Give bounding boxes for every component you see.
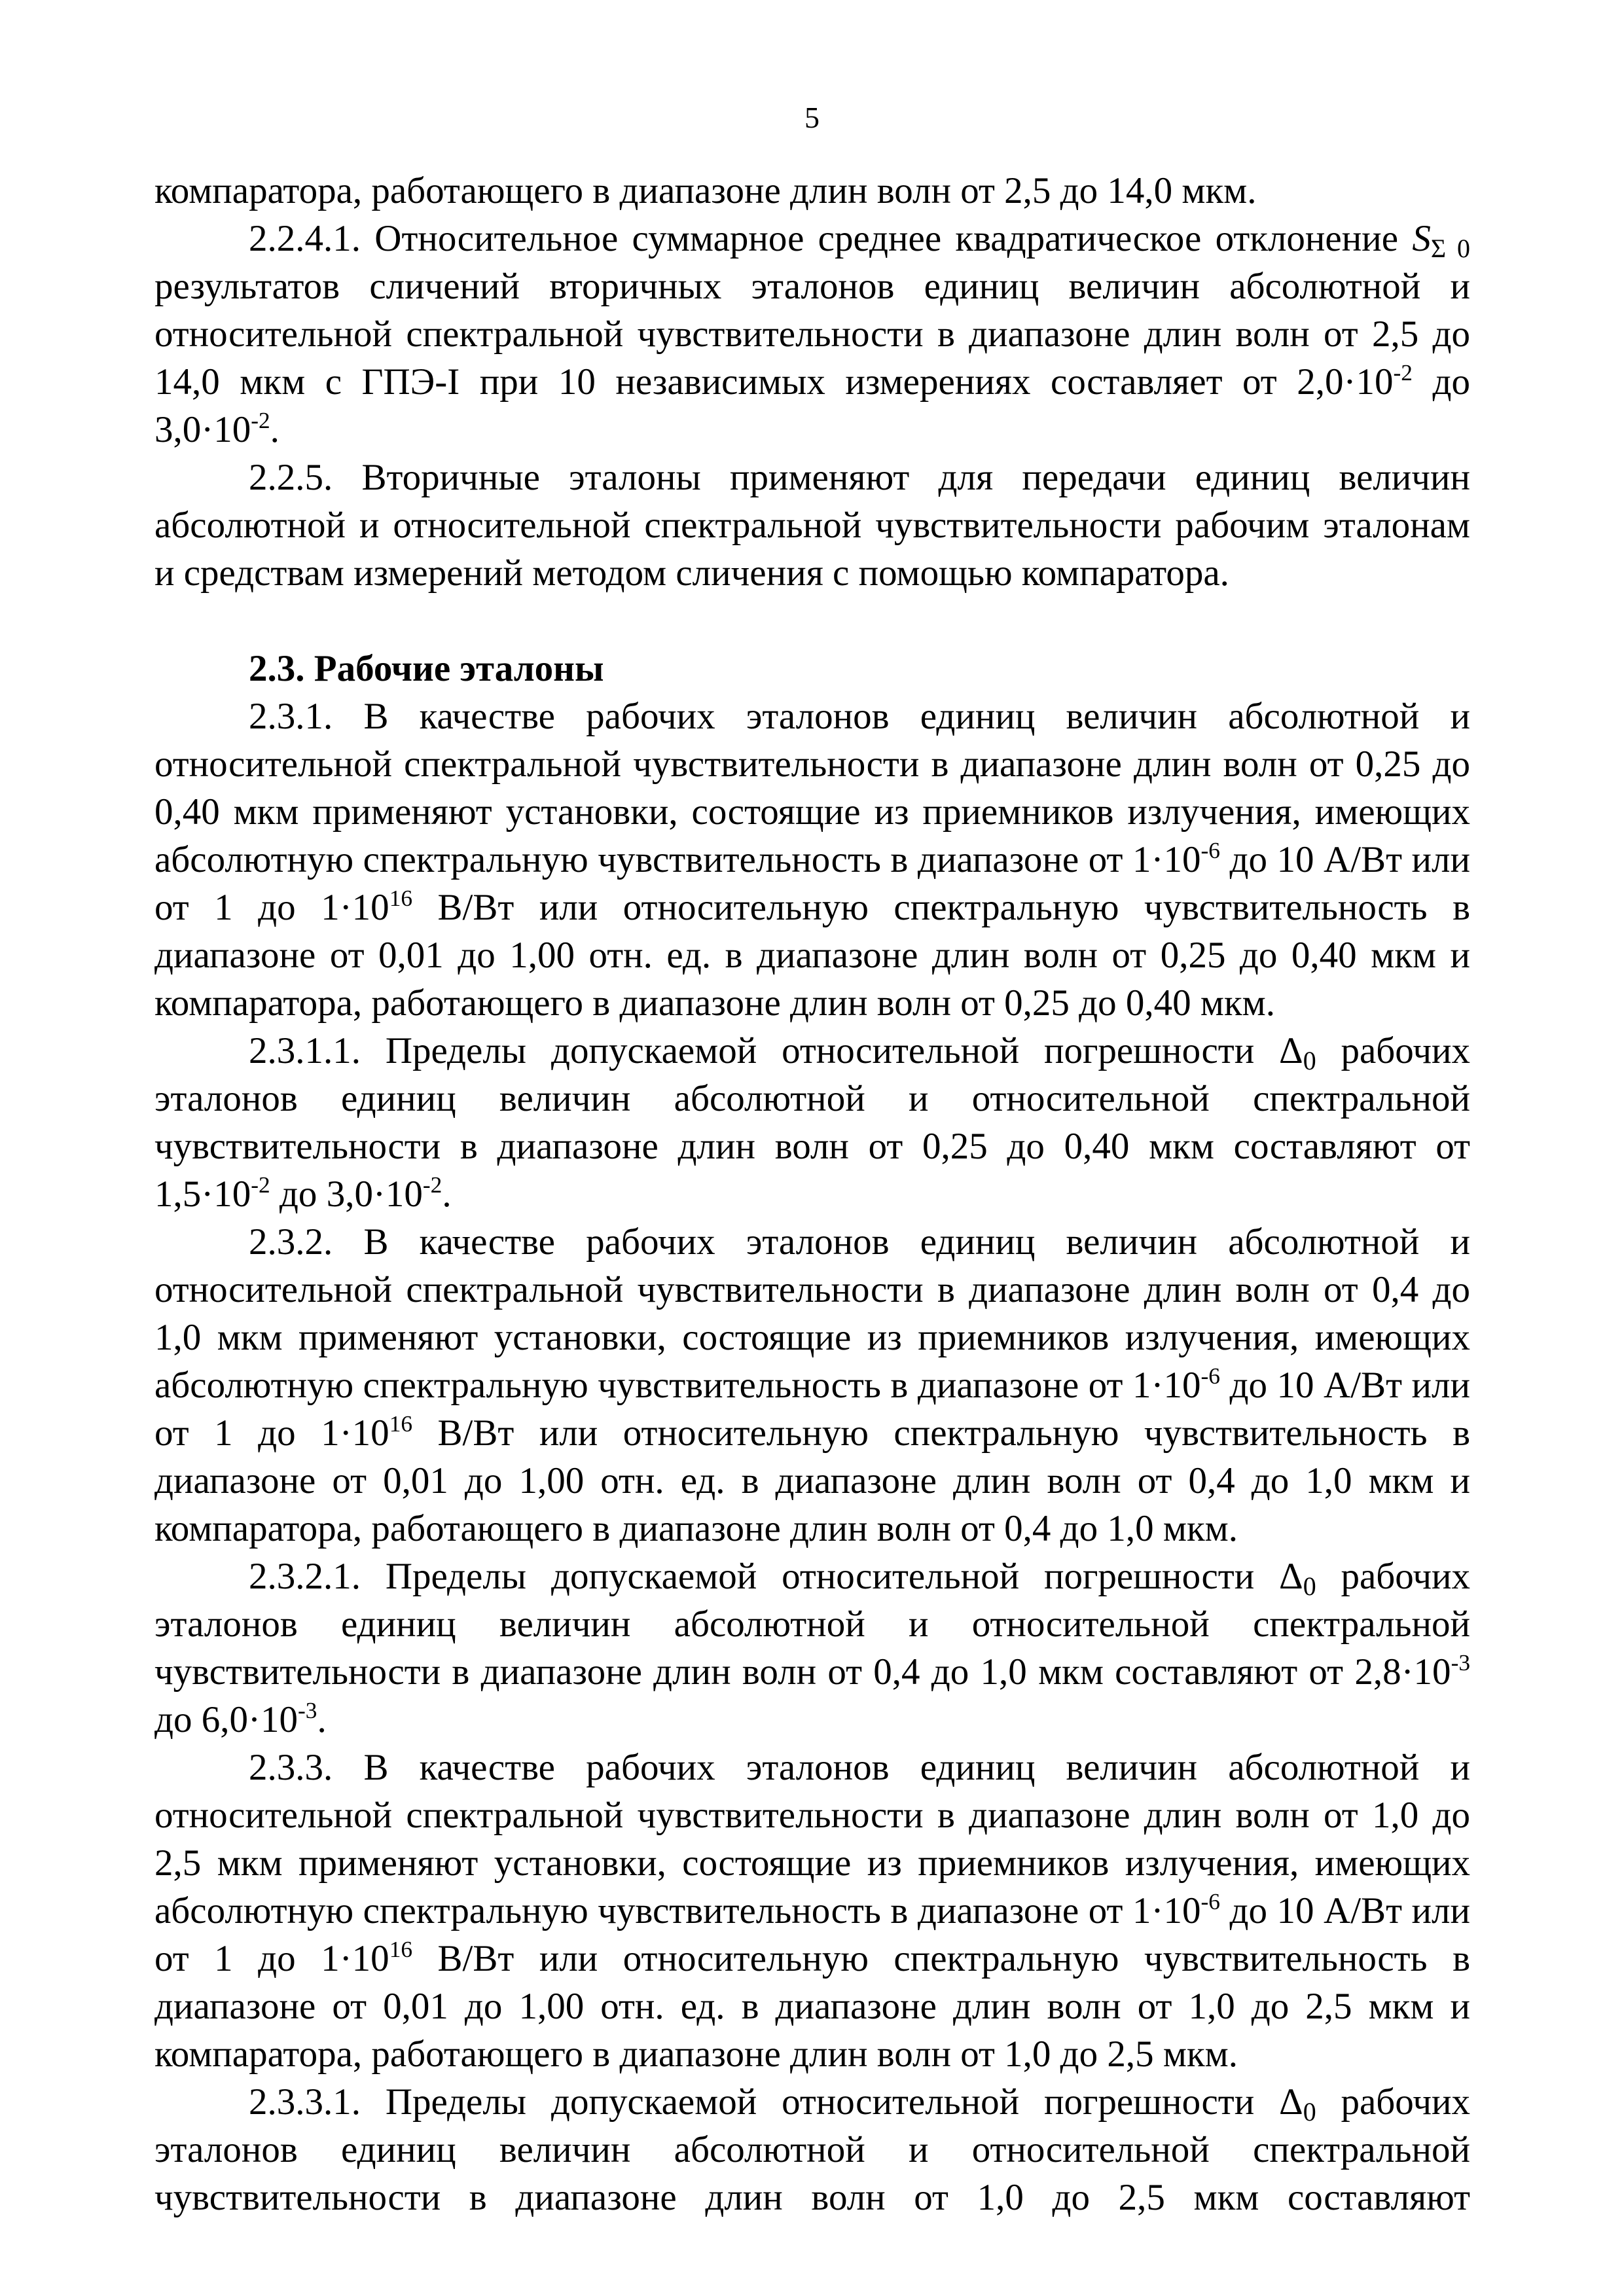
paragraph-2-3-1: [154, 692, 1470, 1027]
value-upper: $1\cdot 10^{16}$: [321, 885, 413, 928]
delta-symbol: Δ: [1279, 1030, 1303, 1071]
paragraph-text: до: [1412, 361, 1470, 403]
exponent: 16: [389, 885, 413, 911]
exponent: -3: [1451, 1649, 1470, 1676]
paragraph-text: рабочих эталонов единиц величин абсолютной и относительной спектральной чувствительности в диапазоне длин волн от 0,25 до 0,40 мкм составляют от: [154, 1030, 1470, 1167]
exponent: -2: [422, 1172, 442, 1198]
paragraph-text: компаратора, работающего в диапазоне длин волн от 2,5 до 14,0 мкм.: [154, 170, 1257, 211]
paragraph-2-3-3-1: [154, 2078, 1470, 2221]
paragraph-comparator-continuation: [154, 167, 1470, 215]
page-number: 5: [804, 101, 820, 134]
section-heading-2-3: 2.3. Рабочие эталоны: [249, 648, 604, 689]
delta-subscript: 0: [1303, 1571, 1316, 1601]
paragraph-text: 2.3.2. В качестве рабочих эталонов единиц величин абсолютной и относительной спектральной чувствительности в диапазоне длин волн от 0,4 до 1,0 мкм применяют установки, состоящие из приемников излучения, имеющих абсолютную спектральную чувствительность в диапазоне от: [154, 1221, 1470, 1406]
exponent: -6: [1200, 837, 1220, 863]
paragraph-text: до: [270, 1174, 327, 1215]
paragraph-text: 2.3.2.1. Пределы допускаемой относительной погрешности: [249, 1556, 1280, 1597]
paragraph-text: 2.2.5. Вторичные эталоны применяют для передачи единиц величин абсолютной и относительной спектральной чувствительности рабочим эталонам и средствам измерений методом сличения с помощью компаратора.: [154, 457, 1470, 594]
paragraph-text: до 10 А/Вт или от 1 до: [154, 1365, 1470, 1454]
paragraph-2-3-1-1: 2.3.1.1. Пределы допускаемой относительной погрешности $\Delta_0$ рабочих эталонов единиц величин абсолютной и относительной спектральной чувствительности в диапазоне длин волн от 0,25 до 0,40 мкм составляют от $1,5\cdot 10^{-2}$ до $3,0\cdot 10^{-2}$.: [154, 1030, 1470, 1215]
delta-symbol: Δ: [1279, 1556, 1303, 1597]
paragraph-text: рабочих эталонов единиц величин абсолютной и относительной спектральной чувствительности в диапазоне длин волн от 0,4 до 1,0 мкм составляют от: [154, 1556, 1470, 1693]
value-lower: $1\cdot 10^{-6}$: [1132, 1888, 1220, 1931]
value-upper: $3,0\cdot 10^{-2}$: [154, 407, 270, 450]
symbol-subscript: Σ 0: [1430, 233, 1470, 263]
paragraph-text: 2.3.1. В качестве рабочих эталонов единиц величин абсолютной и относительной спектральной чувствительности в диапазоне длин волн от 0,25 до 0,40 мкм применяют установки, состоящие из приемников излучения, имеющих абсолютную спектральную чувствительность в диапазоне от: [154, 696, 1470, 880]
symbol-s: S: [1412, 218, 1431, 259]
value-lower: $2,0\cdot 10^{-2}$: [1297, 359, 1413, 403]
delta-symbol: Δ: [1279, 2081, 1303, 2123]
paragraph-text: 2.2.4.1. Относительное суммарное среднее квадратическое отклонение: [249, 218, 1413, 259]
document-body: [154, 167, 1470, 2221]
paragraph-text: В/Вт или относительную спектральную чувствительность в диапазоне от 0,01 до 1,00 отн. ед. в диапазоне длин волн от 0,4 до 1,0 мкм и компаратора, работающего в диапазоне длин волн от 0,4 до 1,0 мкм.: [154, 1412, 1470, 1549]
paragraph-text: В/Вт или относительную спектральную чувствительность в диапазоне от 0,01 до 1,00 отн. ед. в диапазоне длин волн от 0,25 до 0,40 мкм и компаратора, работающего в диапазоне длин волн от 0,25 до 0,40 мкм.: [154, 887, 1470, 1024]
exponent: -2: [251, 407, 270, 433]
value-upper: $1\cdot 10^{16}$: [321, 1410, 413, 1454]
paragraph-2-3-2-1: 2.3.2.1. Пределы допускаемой относительной погрешности $\Delta_0$ рабочих эталонов единиц величин абсолютной и относительной спектральной чувствительности в диапазоне длин волн от 0,4 до 1,0 мкм составляют от $2,8\cdot 10^{-3}$ до $6,0\cdot 10^{-3}$.: [154, 1556, 1470, 1740]
paragraph-text: рабочих эталонов единиц величин абсолютной и относительной спектральной чувствительности в диапазоне длин волн от 1,0 до 2,5 мкм составляют: [154, 2081, 1470, 2218]
paragraph-text: 2.3.3.1. Пределы допускаемой относительной погрешности: [249, 2081, 1280, 2123]
value-lower: $1\cdot 10^{-6}$: [1132, 1363, 1220, 1406]
value-lower: $2,8\cdot 10^{-3}$: [1354, 1649, 1470, 1693]
exponent: -2: [251, 1172, 270, 1198]
paragraph-text: результатов сличений вторичных эталонов единиц величин абсолютной и относительной спектральной чувствительности в диапазоне длин волн от 2,5 до 14,0 мкм с ГПЭ-I при 10 независимых измерениях составляет от: [154, 266, 1470, 403]
delta-subscript: 0: [1303, 1045, 1316, 1075]
exponent: -3: [298, 1697, 317, 1723]
paragraph-text: до: [154, 1699, 202, 1740]
value-lower: $1\cdot 10^{-6}$: [1132, 837, 1220, 880]
value-upper: $6,0\cdot 10^{-3}$: [201, 1697, 317, 1740]
delta-subscript: 0: [1303, 2096, 1316, 2126]
exponent: -6: [1200, 1363, 1220, 1389]
exponent: -6: [1200, 1888, 1220, 1914]
value-upper: $3,0\cdot 10^{-2}$: [326, 1172, 442, 1215]
value-lower: $1,5\cdot 10^{-2}$: [154, 1172, 270, 1215]
paragraph-2-2-4-1: 2.2.4.1. Относительное суммарное среднее квадратическое отклонение $S_{\Sigma 0}$ результатов сличений вторичных эталонов единиц величин абсолютной и относительной спектральной чувствительности в диапазоне длин волн от 2,5 до 14,0 мкм с ГПЭ-I при 10 независимых измерениях составляет от $2,0\cdot 10^{-2}$ до $3,0\cdot 10^{-2}$.: [154, 218, 1470, 450]
paragraph-2-3-2: [154, 1218, 1470, 1552]
exponent: 16: [389, 1936, 413, 1962]
paragraph-text: до 10 А/Вт или от 1 до: [154, 1890, 1470, 1979]
value-upper: $1\cdot 10^{16}$: [321, 1936, 413, 1979]
paragraph-text: 2.3.3. В качестве рабочих эталонов единиц величин абсолютной и относительной спектральной чувствительности в диапазоне длин волн от 1,0 до 2,5 мкм применяют установки, состоящие из приемников излучения, имеющих абсолютную спектральную чувствительность в диапазоне от: [154, 1747, 1470, 1931]
paragraph-2-2-5: [154, 454, 1470, 597]
paragraph-text: до 10 А/Вт или от 1 до: [154, 839, 1470, 928]
paragraph-text: В/Вт или относительную спектральную чувствительность в диапазоне от 0,01 до 1,00 отн. ед. в диапазоне длин волн от 1,0 до 2,5 мкм и компаратора, работающего в диапазоне длин волн от 1,0 до 2,5 мкм.: [154, 1938, 1470, 2075]
exponent: 16: [389, 1410, 413, 1437]
exponent: -2: [1393, 359, 1413, 386]
paragraph-text: 2.3.1.1. Пределы допускаемой относительной погрешности: [249, 1030, 1280, 1071]
paragraph-2-3-3: [154, 1744, 1470, 2078]
